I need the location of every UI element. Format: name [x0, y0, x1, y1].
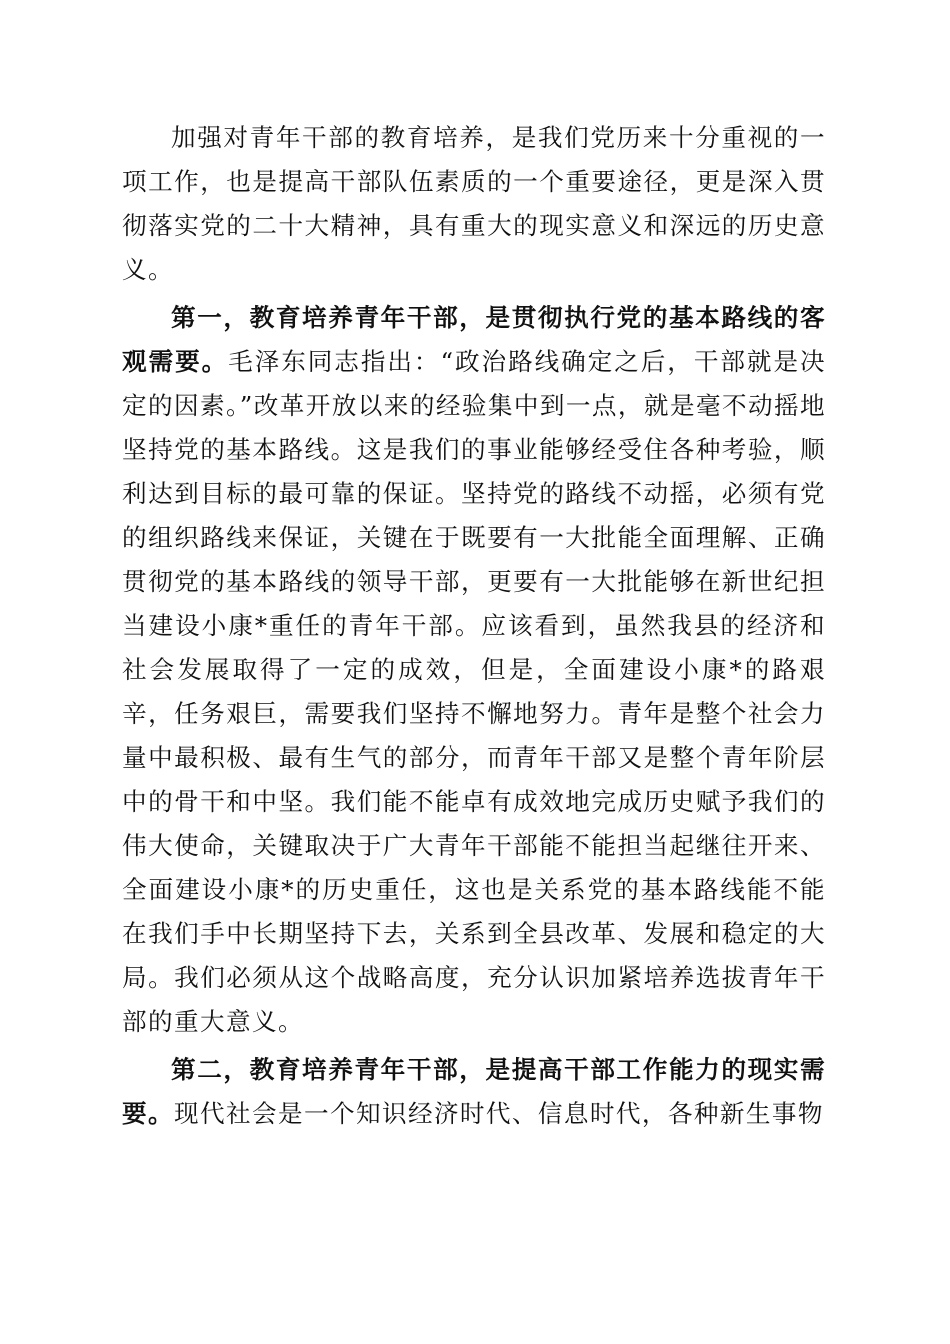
paragraph-lead: 第二，教育培养青年干部，是提高干部工作能力的现实需要。	[122, 1055, 826, 1128]
paragraph-text: 毛泽东同志指出：“政治路线确定之后，干部就是决定的因素。”改革开放以来的经验集中到一点，就是毫不动摇地坚持党的基本路线。这是我们的事业能够经受住各种考验，顺利达到目标的最可靠的保证。坚持党的路线不动摇，必须有党的组织路线来保证，关键在于既要有一大批能全面理解、正确贯彻党的基本路线的领导干部，更要有一大批能够在新世纪担当建设小康*重任的青年干部。应该看到，虽然我县的经济和社会发展取得了一定的成效，但是，全面建设小康*的路艰辛，任务艰巨，需要我们坚持不懈地努力。青年是整个社会力量中最积极、最有生气的部分，而青年干部又是整个青年阶层中的骨干和中坚。我们能不能卓有成效地完成历史赋予我们的伟大使命，关键取决于广大青年干部能不能担当起继往开来、全面建设小康*的历史重任，这也是关系党的基本路线能不能在我们手中长期坚持下去，关系到全县改革、发展和稳定的大局。我们必须从这个战略高度，充分认识加紧培养选拔青年干部的重大意义。	[122, 347, 826, 1036]
paragraph-lead: 第一，教育培养青年干部，是贯彻执行党的基本路线的客观需要。	[122, 303, 826, 376]
paragraph-text: 加强对青年干部的教育培养，是我们党历来十分重视的一项工作，也是提高干部队伍素质的一个重要途径，更是深入贯彻落实党的二十大精神，具有重大的现实意义和深远的历史意义。	[122, 123, 826, 284]
paragraph-intro	[122, 116, 826, 292]
document-body	[122, 116, 826, 1140]
paragraph-first-point	[122, 296, 826, 1044]
paragraph-text: 现代社会是一个知识经济时代、信息时代，各种新生事物	[174, 1099, 824, 1128]
paragraph-second-point	[122, 1048, 826, 1136]
